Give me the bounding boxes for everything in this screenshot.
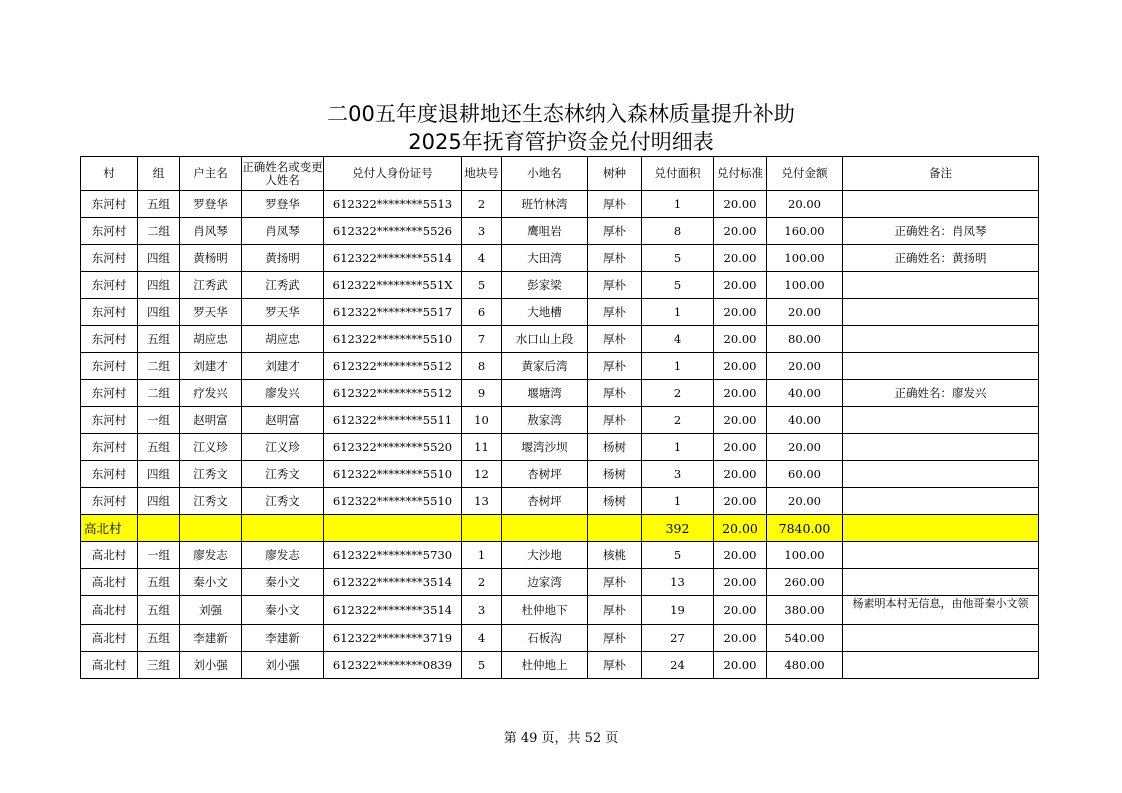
- cell-id-number: 612322********0839: [324, 652, 462, 679]
- cell-place-name: 黄家后湾: [502, 353, 588, 380]
- cell-plot-number: 13: [462, 488, 502, 515]
- cell-plot-number: 4: [462, 625, 502, 652]
- cell-amount: 540.00: [767, 625, 843, 652]
- cell-standard: 20.00: [714, 380, 767, 407]
- cell-remark: [843, 434, 1039, 461]
- subtotal-empty: [180, 515, 242, 542]
- cell-amount: 20.00: [767, 191, 843, 218]
- cell-correct-name: 江义珍: [242, 434, 324, 461]
- table-row: [81, 569, 1039, 596]
- cell-group: 二组: [138, 218, 180, 245]
- cell-standard: 20.00: [714, 652, 767, 679]
- cell-remark: [843, 353, 1039, 380]
- cell-village: 高北村: [81, 652, 138, 679]
- cell-correct-name: 秦小文: [242, 596, 324, 625]
- cell-owner: 江秀武: [180, 272, 242, 299]
- cell-owner: 肖风琴: [180, 218, 242, 245]
- cell-standard: 20.00: [714, 272, 767, 299]
- subtotal-empty: [588, 515, 642, 542]
- cell-plot-number: 11: [462, 434, 502, 461]
- cell-village: 东河村: [81, 326, 138, 353]
- cell-plot-number: 9: [462, 380, 502, 407]
- cell-tree-species: 杨树: [588, 488, 642, 515]
- cell-id-number: 612322********5730: [324, 542, 462, 569]
- subtotal-standard: 20.00: [714, 515, 767, 542]
- header-group: 组: [138, 157, 180, 191]
- cell-standard: 20.00: [714, 245, 767, 272]
- cell-correct-name: 江秀文: [242, 488, 324, 515]
- cell-plot-number: 5: [462, 272, 502, 299]
- subtotal-remark: [843, 515, 1039, 542]
- cell-owner: 江义珍: [180, 434, 242, 461]
- cell-area: 19: [642, 596, 714, 625]
- cell-place-name: 堰湾沙坝: [502, 434, 588, 461]
- cell-village: 东河村: [81, 353, 138, 380]
- cell-correct-name: 刘建才: [242, 353, 324, 380]
- cell-amount: 20.00: [767, 353, 843, 380]
- cell-remark: 杨素明本村无信息，由他哥秦小文领: [843, 596, 1039, 625]
- cell-area: 2: [642, 407, 714, 434]
- cell-village: 高北村: [81, 596, 138, 625]
- cell-amount: 60.00: [767, 461, 843, 488]
- cell-id-number: 612322********5513: [324, 191, 462, 218]
- cell-tree-species: 厚朴: [588, 299, 642, 326]
- cell-village: 东河村: [81, 272, 138, 299]
- cell-area: 2: [642, 380, 714, 407]
- payment-detail-table: [80, 156, 1039, 679]
- cell-village: 东河村: [81, 461, 138, 488]
- cell-tree-species: 厚朴: [588, 218, 642, 245]
- cell-remark: 正确姓名：肖凤琴: [843, 218, 1039, 245]
- table-row: [81, 218, 1039, 245]
- table-row: [81, 272, 1039, 299]
- cell-standard: 20.00: [714, 407, 767, 434]
- cell-tree-species: 厚朴: [588, 652, 642, 679]
- cell-area: 8: [642, 218, 714, 245]
- table-row: [81, 596, 1039, 625]
- cell-place-name: 石板沟: [502, 625, 588, 652]
- cell-area: 13: [642, 569, 714, 596]
- cell-id-number: 612322********5520: [324, 434, 462, 461]
- cell-amount: 100.00: [767, 542, 843, 569]
- cell-standard: 20.00: [714, 461, 767, 488]
- cell-plot-number: 3: [462, 596, 502, 625]
- cell-plot-number: 8: [462, 353, 502, 380]
- cell-group: 四组: [138, 245, 180, 272]
- table-row: [81, 191, 1039, 218]
- header-remark: 备注: [843, 157, 1039, 191]
- cell-area: 24: [642, 652, 714, 679]
- cell-village: 东河村: [81, 218, 138, 245]
- cell-owner: 刘建才: [180, 353, 242, 380]
- cell-id-number: 612322********3719: [324, 625, 462, 652]
- cell-tree-species: 厚朴: [588, 272, 642, 299]
- subtotal-village: 高北村: [81, 515, 138, 542]
- table-row: [81, 652, 1039, 679]
- cell-group: 五组: [138, 191, 180, 218]
- cell-amount: 40.00: [767, 407, 843, 434]
- cell-remark: [843, 299, 1039, 326]
- cell-tree-species: 厚朴: [588, 353, 642, 380]
- cell-plot-number: 10: [462, 407, 502, 434]
- cell-amount: 480.00: [767, 652, 843, 679]
- cell-plot-number: 4: [462, 245, 502, 272]
- cell-remark: 正确姓名：黄扬明: [843, 245, 1039, 272]
- cell-correct-name: 黄扬明: [242, 245, 324, 272]
- cell-id-number: 612322********5517: [324, 299, 462, 326]
- cell-area: 27: [642, 625, 714, 652]
- cell-place-name: 杏树坪: [502, 461, 588, 488]
- header-id-number: 兑付人身份证号: [324, 157, 462, 191]
- cell-owner: 秦小文: [180, 569, 242, 596]
- header-correct-name: 正确姓名或变更人姓名: [242, 157, 324, 191]
- cell-place-name: 边家湾: [502, 569, 588, 596]
- header-village: 村: [81, 157, 138, 191]
- cell-place-name: 班竹林湾: [502, 191, 588, 218]
- cell-correct-name: 罗天华: [242, 299, 324, 326]
- header-tree-species: 树种: [588, 157, 642, 191]
- table-row: [81, 542, 1039, 569]
- cell-remark: 正确姓名：廖发兴: [843, 380, 1039, 407]
- cell-plot-number: 7: [462, 326, 502, 353]
- header-standard: 兑付标准: [714, 157, 767, 191]
- cell-village: 东河村: [81, 380, 138, 407]
- table-row: [81, 461, 1039, 488]
- cell-correct-name: 赵明富: [242, 407, 324, 434]
- subtotal-empty: [502, 515, 588, 542]
- cell-owner: 廖发志: [180, 542, 242, 569]
- cell-standard: 20.00: [714, 488, 767, 515]
- cell-tree-species: 厚朴: [588, 596, 642, 625]
- cell-remark: [843, 625, 1039, 652]
- cell-remark: [843, 461, 1039, 488]
- cell-standard: 20.00: [714, 326, 767, 353]
- cell-tree-species: 核桃: [588, 542, 642, 569]
- cell-place-name: 大地槽: [502, 299, 588, 326]
- cell-tree-species: 杨树: [588, 461, 642, 488]
- cell-amount: 20.00: [767, 434, 843, 461]
- cell-place-name: 大沙地: [502, 542, 588, 569]
- cell-village: 东河村: [81, 434, 138, 461]
- cell-place-name: 水口山上段: [502, 326, 588, 353]
- cell-tree-species: 厚朴: [588, 407, 642, 434]
- cell-correct-name: 江秀文: [242, 461, 324, 488]
- subtotal-empty: [138, 515, 180, 542]
- subtotal-row: [81, 515, 1039, 542]
- cell-standard: 20.00: [714, 353, 767, 380]
- cell-area: 3: [642, 461, 714, 488]
- cell-id-number: 612322********5526: [324, 218, 462, 245]
- cell-plot-number: 3: [462, 218, 502, 245]
- cell-group: 五组: [138, 596, 180, 625]
- cell-group: 一组: [138, 407, 180, 434]
- cell-id-number: 612322********5514: [324, 245, 462, 272]
- table-row: [81, 245, 1039, 272]
- cell-correct-name: 罗登华: [242, 191, 324, 218]
- cell-village: 东河村: [81, 407, 138, 434]
- cell-village: 东河村: [81, 191, 138, 218]
- cell-remark: [843, 191, 1039, 218]
- cell-area: 1: [642, 353, 714, 380]
- cell-amount: 100.00: [767, 245, 843, 272]
- cell-amount: 260.00: [767, 569, 843, 596]
- cell-owner: 李建新: [180, 625, 242, 652]
- cell-standard: 20.00: [714, 625, 767, 652]
- cell-correct-name: 刘小强: [242, 652, 324, 679]
- cell-plot-number: 6: [462, 299, 502, 326]
- subtotal-area: 392: [642, 515, 714, 542]
- cell-correct-name: 江秀武: [242, 272, 324, 299]
- cell-place-name: 大田湾: [502, 245, 588, 272]
- cell-id-number: 612322********5510: [324, 326, 462, 353]
- cell-amount: 20.00: [767, 299, 843, 326]
- cell-standard: 20.00: [714, 569, 767, 596]
- cell-group: 五组: [138, 434, 180, 461]
- cell-owner: 黄杨明: [180, 245, 242, 272]
- cell-correct-name: 李建新: [242, 625, 324, 652]
- table-row: [81, 299, 1039, 326]
- header-owner: 户主名: [180, 157, 242, 191]
- cell-correct-name: 廖发志: [242, 542, 324, 569]
- cell-plot-number: 2: [462, 191, 502, 218]
- cell-amount: 100.00: [767, 272, 843, 299]
- cell-area: 1: [642, 434, 714, 461]
- cell-tree-species: 厚朴: [588, 326, 642, 353]
- subtotal-empty: [324, 515, 462, 542]
- table-row: [81, 380, 1039, 407]
- cell-standard: 20.00: [714, 191, 767, 218]
- cell-group: 四组: [138, 272, 180, 299]
- cell-place-name: 彭家梁: [502, 272, 588, 299]
- cell-area: 1: [642, 299, 714, 326]
- cell-group: 五组: [138, 569, 180, 596]
- table-row: [81, 488, 1039, 515]
- cell-standard: 20.00: [714, 596, 767, 625]
- cell-amount: 80.00: [767, 326, 843, 353]
- cell-village: 高北村: [81, 569, 138, 596]
- cell-group: 五组: [138, 625, 180, 652]
- cell-standard: 20.00: [714, 542, 767, 569]
- subtotal-empty: [462, 515, 502, 542]
- subtotal-empty: [242, 515, 324, 542]
- cell-tree-species: 厚朴: [588, 245, 642, 272]
- cell-amount: 380.00: [767, 596, 843, 625]
- cell-village: 高北村: [81, 625, 138, 652]
- cell-owner: 罗天华: [180, 299, 242, 326]
- header-amount: 兑付金额: [767, 157, 843, 191]
- cell-owner: 赵明富: [180, 407, 242, 434]
- cell-id-number: 612322********5512: [324, 353, 462, 380]
- cell-amount: 20.00: [767, 488, 843, 515]
- header-area: 兑付面积: [642, 157, 714, 191]
- cell-plot-number: 12: [462, 461, 502, 488]
- cell-area: 1: [642, 488, 714, 515]
- cell-group: 四组: [138, 461, 180, 488]
- cell-plot-number: 2: [462, 569, 502, 596]
- cell-owner: 刘小强: [180, 652, 242, 679]
- cell-id-number: 612322********5512: [324, 380, 462, 407]
- cell-remark: [843, 569, 1039, 596]
- cell-owner: 疗发兴: [180, 380, 242, 407]
- cell-standard: 20.00: [714, 299, 767, 326]
- header-plot-number: 地块号: [462, 157, 502, 191]
- cell-area: 4: [642, 326, 714, 353]
- cell-tree-species: 厚朴: [588, 380, 642, 407]
- cell-tree-species: 厚朴: [588, 569, 642, 596]
- cell-group: 二组: [138, 353, 180, 380]
- cell-amount: 160.00: [767, 218, 843, 245]
- table-row: [81, 326, 1039, 353]
- cell-area: 5: [642, 245, 714, 272]
- cell-place-name: 杜仲地上: [502, 652, 588, 679]
- header-row: [81, 157, 1039, 191]
- cell-plot-number: 5: [462, 652, 502, 679]
- cell-correct-name: 秦小文: [242, 569, 324, 596]
- cell-group: 五组: [138, 326, 180, 353]
- table-row: [81, 434, 1039, 461]
- cell-owner: 江秀文: [180, 488, 242, 515]
- cell-village: 东河村: [81, 488, 138, 515]
- cell-group: 四组: [138, 488, 180, 515]
- cell-village: 高北村: [81, 542, 138, 569]
- cell-standard: 20.00: [714, 218, 767, 245]
- cell-group: 四组: [138, 299, 180, 326]
- cell-remark: [843, 272, 1039, 299]
- document-title-line2: 2025年抚育管护资金兑付明细表: [408, 130, 714, 154]
- cell-remark: [843, 326, 1039, 353]
- cell-tree-species: 杨树: [588, 434, 642, 461]
- cell-village: 东河村: [81, 299, 138, 326]
- cell-group: 二组: [138, 380, 180, 407]
- table-row: [81, 625, 1039, 652]
- cell-area: 5: [642, 542, 714, 569]
- cell-owner: 江秀文: [180, 461, 242, 488]
- cell-tree-species: 厚朴: [588, 191, 642, 218]
- cell-area: 5: [642, 272, 714, 299]
- cell-area: 1: [642, 191, 714, 218]
- cell-owner: 刘强: [180, 596, 242, 625]
- cell-id-number: 612322********5510: [324, 461, 462, 488]
- cell-place-name: 杜仲地下: [502, 596, 588, 625]
- page-footer: 第 49 页，共 52 页: [503, 731, 619, 746]
- cell-correct-name: 肖凤琴: [242, 218, 324, 245]
- cell-group: 一组: [138, 542, 180, 569]
- cell-group: 三组: [138, 652, 180, 679]
- cell-id-number: 612322********3514: [324, 569, 462, 596]
- cell-village: 东河村: [81, 245, 138, 272]
- cell-remark: [843, 652, 1039, 679]
- cell-standard: 20.00: [714, 434, 767, 461]
- cell-id-number: 612322********5510: [324, 488, 462, 515]
- cell-place-name: 杏树坪: [502, 488, 588, 515]
- cell-amount: 40.00: [767, 380, 843, 407]
- cell-remark: [843, 407, 1039, 434]
- cell-id-number: 612322********5511: [324, 407, 462, 434]
- cell-correct-name: 廖发兴: [242, 380, 324, 407]
- table-row: [81, 353, 1039, 380]
- cell-tree-species: 厚朴: [588, 625, 642, 652]
- cell-place-name: 敖家湾: [502, 407, 588, 434]
- cell-id-number: 612322********551X: [324, 272, 462, 299]
- cell-remark: [843, 542, 1039, 569]
- cell-remark: [843, 488, 1039, 515]
- cell-correct-name: 胡应忠: [242, 326, 324, 353]
- cell-id-number: 612322********3514: [324, 596, 462, 625]
- cell-owner: 罗登华: [180, 191, 242, 218]
- subtotal-amount: 7840.00: [767, 515, 843, 542]
- cell-place-name: 鹰咀岩: [502, 218, 588, 245]
- document-title-line1: 二00五年度退耕地还生态林纳入森林质量提升补助: [327, 102, 795, 126]
- header-place-name: 小地名: [502, 157, 588, 191]
- cell-plot-number: 1: [462, 542, 502, 569]
- cell-place-name: 堰塘湾: [502, 380, 588, 407]
- table-row: [81, 407, 1039, 434]
- cell-owner: 胡应忠: [180, 326, 242, 353]
